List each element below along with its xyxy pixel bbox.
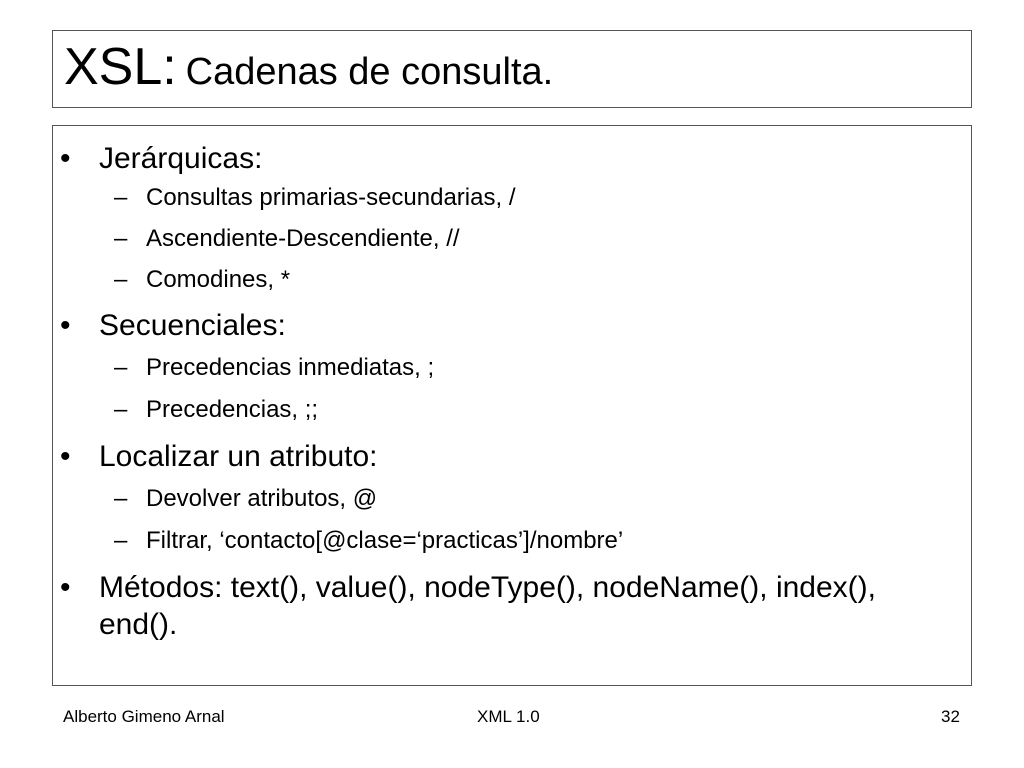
- bullet-text: Métodos: text(), value(), nodeType(), nodeName(), index(), end().: [99, 571, 876, 641]
- footer-topic: XML 1.0: [477, 707, 540, 726]
- sub-bullet-text: Filtrar, ‘contacto[@clase=‘practicas’]/nombre’: [146, 527, 624, 554]
- bullet-text: Localizar un atributo:: [99, 440, 378, 473]
- slide-title-sub: Cadenas de consulta.: [185, 51, 554, 93]
- slide-title-main: XSL:: [64, 38, 177, 96]
- dash-icon: –: [114, 485, 128, 512]
- bullet-icon: •: [60, 440, 71, 473]
- sub-bullet-text: Consultas primarias-secundarias, /: [146, 184, 516, 211]
- footer-page-number: 32: [941, 707, 960, 726]
- dash-icon: –: [114, 225, 128, 252]
- dash-icon: –: [114, 184, 128, 211]
- slide-title: [64, 38, 554, 96]
- dash-icon: –: [114, 527, 128, 554]
- sub-bullet-text: Ascendiente-Descendiente, //: [146, 225, 460, 252]
- title-box: [52, 30, 972, 108]
- bullet-text: Jerárquicas:: [99, 142, 263, 175]
- bullet-icon: •: [60, 309, 71, 342]
- dash-icon: –: [114, 354, 128, 381]
- sub-bullet-text: Precedencias, ;;: [146, 396, 319, 423]
- bullet-icon: •: [60, 571, 71, 604]
- footer-author: Alberto Gimeno Arnal: [63, 707, 225, 726]
- dash-icon: –: [114, 266, 128, 293]
- bullet-icon: •: [60, 142, 71, 175]
- content-box: [52, 125, 972, 686]
- sub-bullet-text: Devolver atributos, @: [146, 485, 378, 512]
- dash-icon: –: [114, 396, 128, 423]
- sub-bullet-text: Comodines, *: [146, 266, 291, 293]
- sub-bullet-text: Precedencias inmediatas, ;: [146, 354, 435, 381]
- bullet-text: Secuenciales:: [99, 309, 286, 342]
